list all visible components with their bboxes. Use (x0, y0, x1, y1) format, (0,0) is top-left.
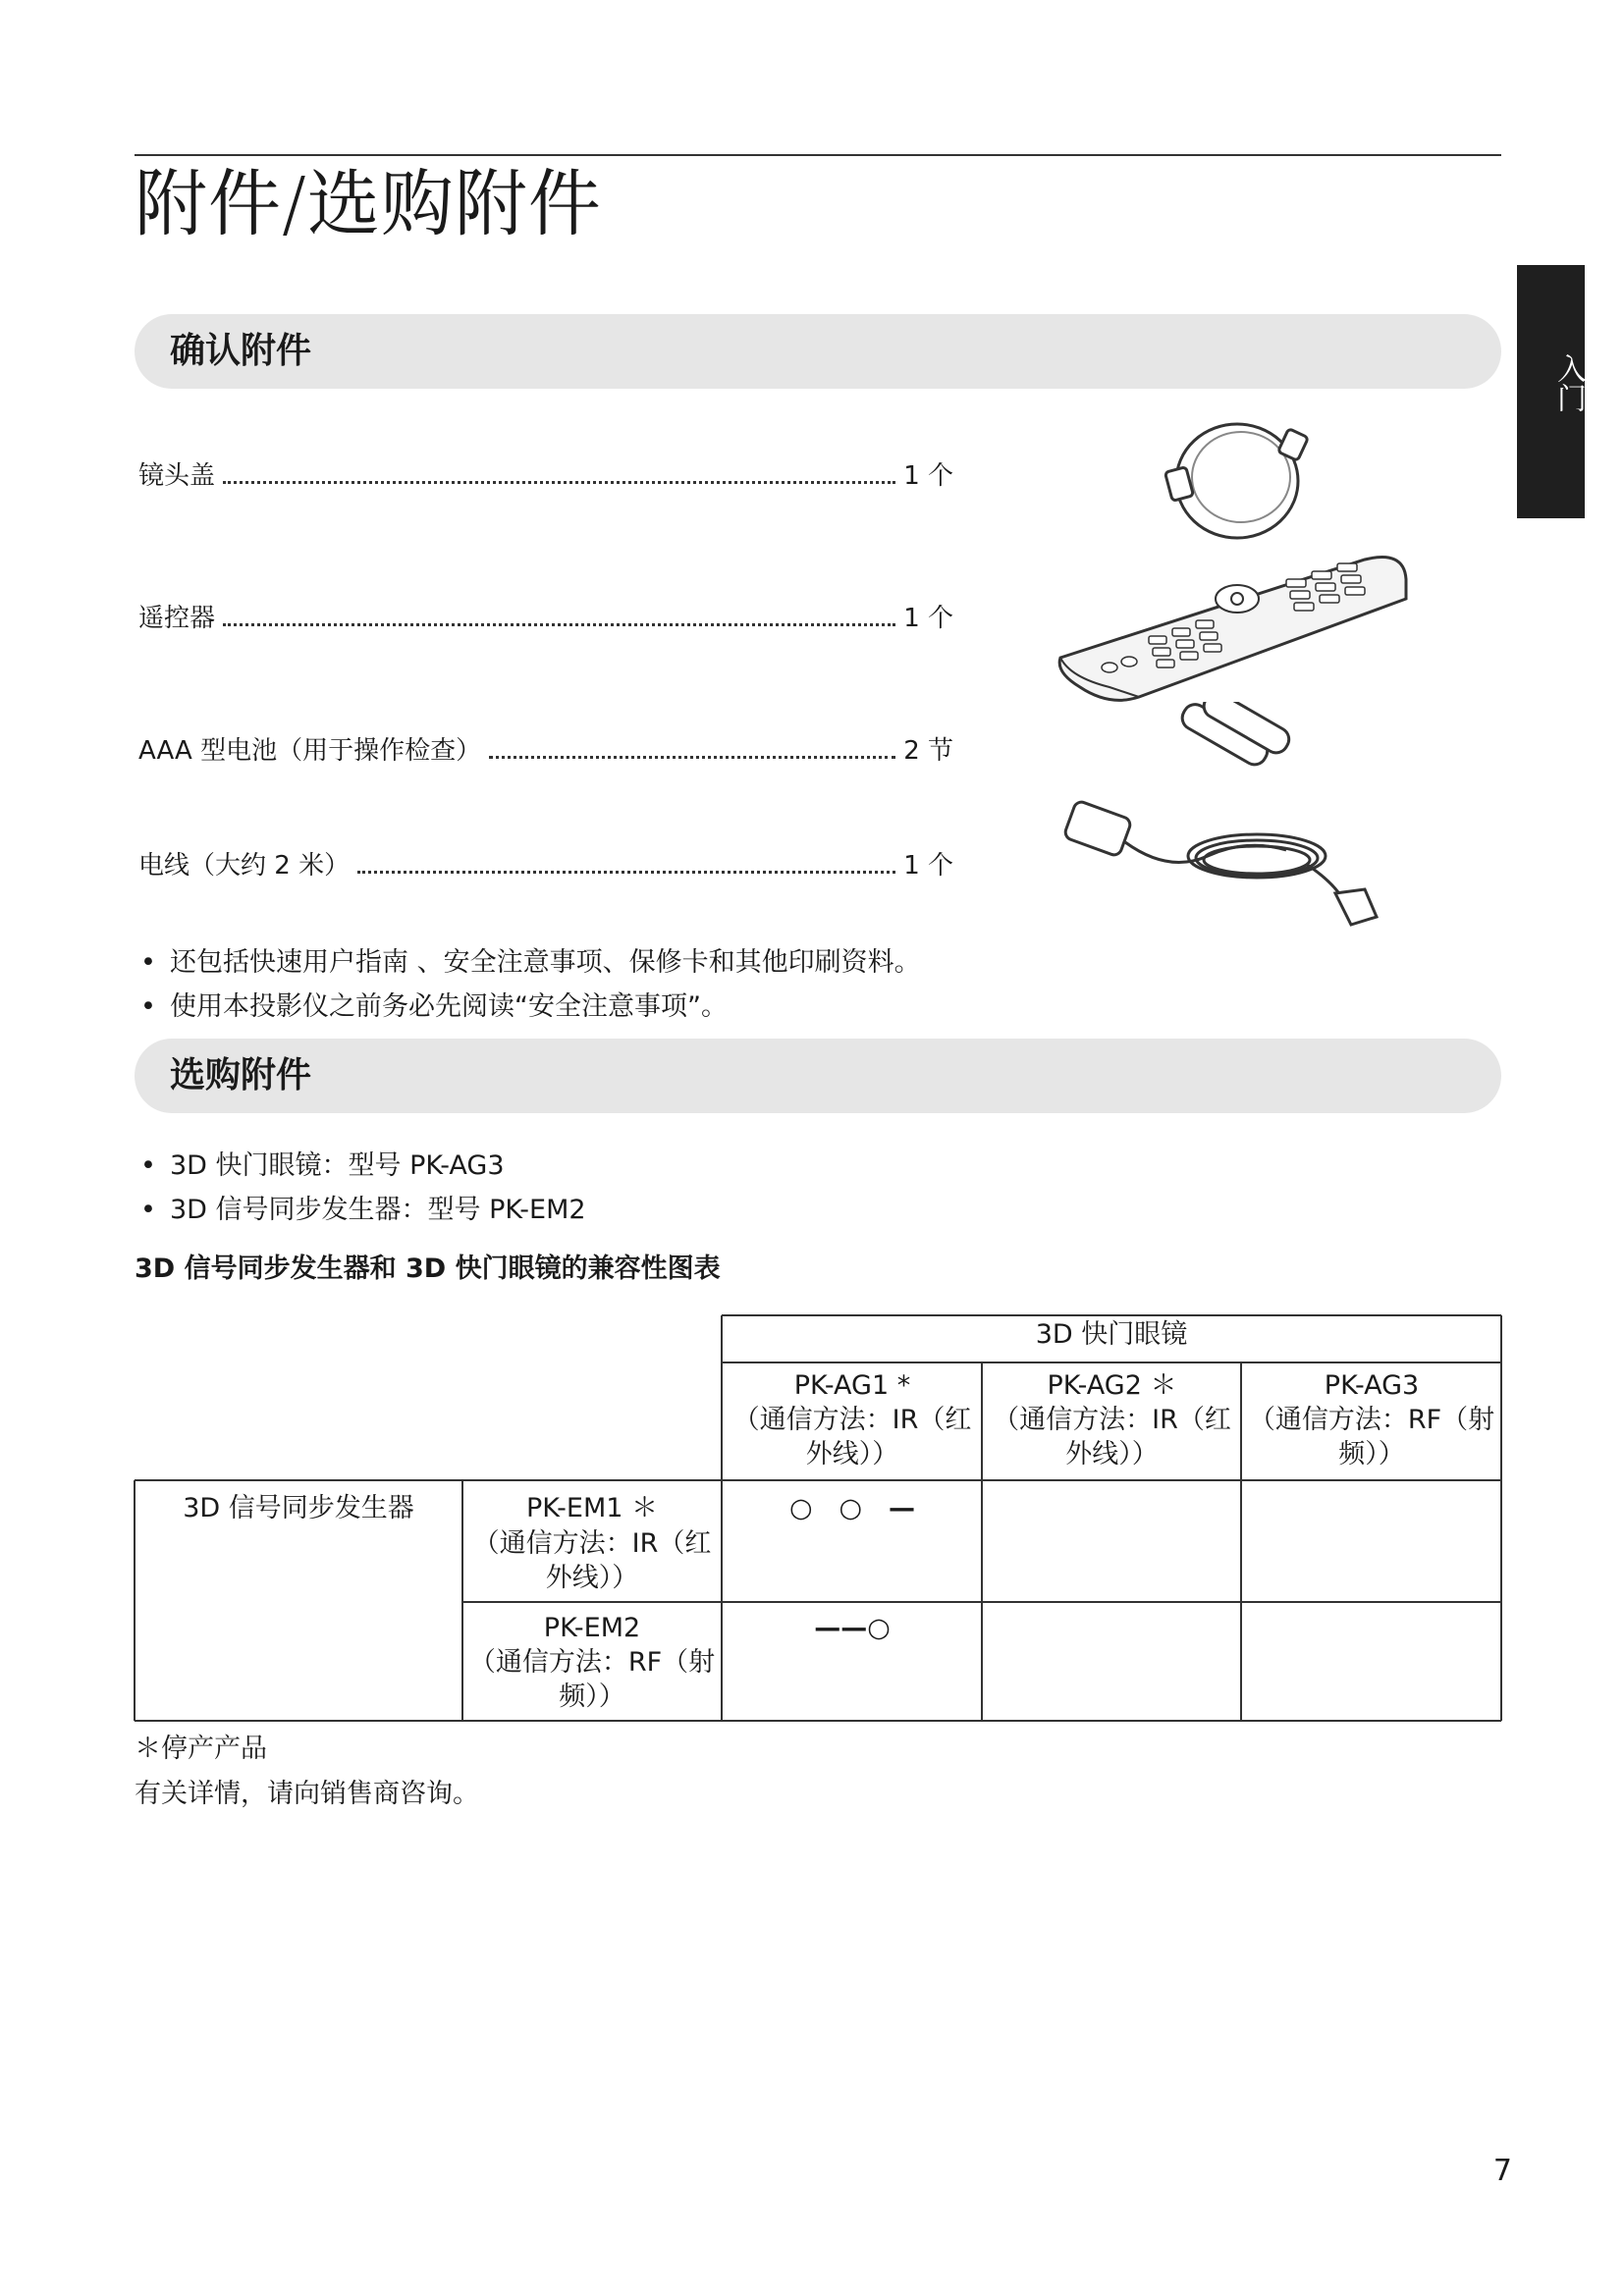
compat-marks-em2: ——○ (814, 1613, 891, 1643)
list-item: • 还包括快速用户指南 、安全注意事项、保修卡和其他印刷资料。 (138, 940, 921, 985)
section-side-tab (1517, 265, 1585, 518)
page-title: 附件/选购附件 (135, 162, 602, 246)
dot-leader (357, 871, 895, 874)
emitter-model-em2: PK-EM2 (543, 1613, 641, 1643)
dot-leader (223, 481, 895, 484)
supplied-section-header (135, 314, 1501, 389)
list-item: • 使用本投影仪之前务必先阅读“安全注意事项”。 (138, 985, 921, 1029)
accessory-row-lens-cap (138, 456, 953, 496)
glasses-method-ag1: （通信方法：IR（红 (732, 1405, 972, 1435)
emitter-group-header: 3D 信号同步发生器 (183, 1493, 414, 1523)
side-tab-label: 入门 (1551, 353, 1586, 412)
contact-note: 有关详情，请向销售商咨询。 (135, 1779, 479, 1809)
glasses-method-ag2: （通信方法：IR（红 (993, 1405, 1231, 1435)
accessory-qty: 1 个 (903, 604, 953, 633)
emitter-method-em2: （通信方法：RF（射 (468, 1647, 716, 1678)
emitter-model-em1: PK-EM1 ＊ (525, 1493, 658, 1523)
power-cord-illustration (1060, 795, 1394, 933)
glasses-method-ag3: （通信方法：RF（射 (1248, 1405, 1495, 1435)
compat-marks-em1: ○ ○ — (788, 1493, 916, 1523)
discontinued-footnote: ＊停产产品 (135, 1734, 267, 1764)
accessory-row-remote (138, 599, 953, 638)
supplied-notes-list (138, 940, 921, 1029)
glasses-model-ag1: PK-AG1 * (793, 1370, 911, 1401)
glasses-method-ag3-cont: 频）） (1338, 1439, 1405, 1469)
glasses-model-ag3: PK-AG3 (1324, 1370, 1420, 1401)
compat-chart-caption: 3D 信号同步发生器和 3D 快门眼镜的兼容性图表 (135, 1254, 721, 1284)
list-item: • 3D 快门眼镜：型号 PK-AG3 (138, 1144, 586, 1188)
dot-leader (489, 756, 895, 759)
accessory-qty: 2 节 (903, 736, 953, 766)
emitter-method-em1-cont: 外线）） (545, 1563, 639, 1593)
glasses-model-ag2: PK-AG2 ＊ (1047, 1370, 1177, 1401)
glasses-method-ag1-cont: 外线）） (805, 1439, 899, 1469)
accessory-name: 电线（大约 2 米） (138, 851, 351, 881)
optional-items-list (138, 1144, 586, 1232)
dot-leader (223, 623, 895, 626)
glasses-group-header: 3D 快门眼镜 (1035, 1319, 1188, 1350)
page-number: 7 (1492, 2154, 1512, 2188)
accessory-name: 遥控器 (138, 604, 216, 633)
emitter-method-em1: （通信方法：IR（红 (472, 1528, 712, 1559)
accessory-row-power-cord (138, 846, 953, 885)
accessory-qty: 1 个 (903, 851, 953, 881)
emitter-method-em2-cont: 频）） (559, 1682, 625, 1712)
lens-cap-illustration (1159, 412, 1316, 550)
optional-section-title: 选购附件 (170, 1055, 312, 1095)
optional-section-header (135, 1039, 1501, 1113)
list-item: • 3D 信号同步发生器：型号 PK-EM2 (138, 1188, 586, 1232)
batteries-illustration (1168, 702, 1296, 795)
accessory-name: 镜头盖 (138, 461, 216, 491)
remote-control-illustration (1051, 540, 1414, 707)
accessory-qty: 1 个 (903, 461, 953, 491)
accessory-name: AAA 型电池（用于操作检查） (138, 736, 482, 766)
supplied-section-title: 确认附件 (170, 331, 312, 371)
accessory-row-batteries (138, 731, 953, 771)
glasses-method-ag2-cont: 外线）） (1065, 1439, 1159, 1469)
